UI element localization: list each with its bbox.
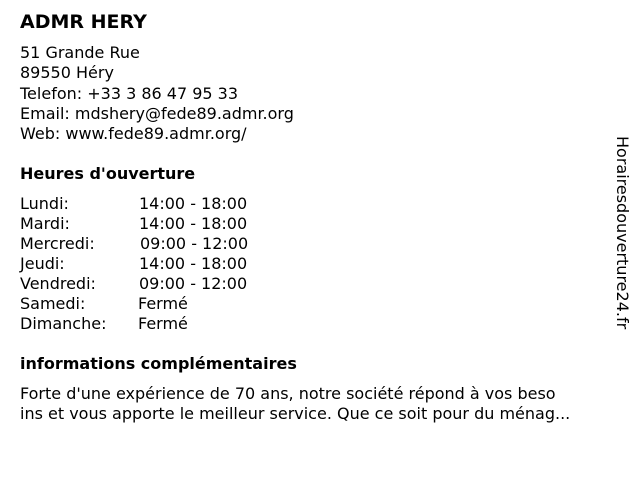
address-city: 89550 Héry (20, 63, 114, 82)
additional-info-heading: informations complémentaires (20, 354, 297, 373)
time-value: 09:00 - 12:00 (140, 234, 249, 253)
day-label: Jeudi: (20, 254, 65, 273)
address-street: 51 Grande Rue (20, 43, 140, 62)
hours-row-monday (20, 194, 320, 214)
site-watermark: Horairesdouverture24.fr (613, 136, 632, 330)
hours-row-tuesday (20, 214, 320, 234)
web-line: Web: www.fede89.admr.org/ (20, 124, 247, 143)
hours-row-wednesday (20, 234, 320, 254)
time-value: 14:00 - 18:00 (139, 194, 248, 213)
opening-hours-heading: Heures d'ouverture (20, 164, 196, 183)
day-label: Vendredi: (20, 274, 96, 293)
time-value: 09:00 - 12:00 (139, 274, 248, 293)
day-label: Samedi: (20, 294, 86, 313)
hours-row-sunday (20, 314, 320, 334)
hours-row-saturday (20, 294, 320, 314)
day-label: Lundi: (20, 194, 69, 213)
email-line: Email: mdshery@fede89.admr.org (20, 104, 294, 123)
time-value: Fermé (138, 294, 188, 313)
description-line: ins et vous apporte le meilleur service. Que ce soit pour du ménag... (20, 404, 571, 423)
time-value: 14:00 - 18:00 (139, 214, 248, 233)
business-name: ADMR HERY (20, 11, 147, 33)
time-value: Fermé (138, 314, 188, 333)
day-label: Mercredi: (20, 234, 95, 253)
hours-row-thursday (20, 254, 320, 274)
day-label: Mardi: (20, 214, 70, 233)
description-line: Forte d'une expérience de 70 ans, notre société répond à vos beso (20, 384, 556, 403)
hours-row-friday (20, 274, 320, 294)
day-label: Dimanche: (20, 314, 107, 333)
time-value: 14:00 - 18:00 (139, 254, 248, 273)
phone-line: Telefon: +33 3 86 47 95 33 (20, 84, 239, 103)
description-text (20, 384, 620, 424)
